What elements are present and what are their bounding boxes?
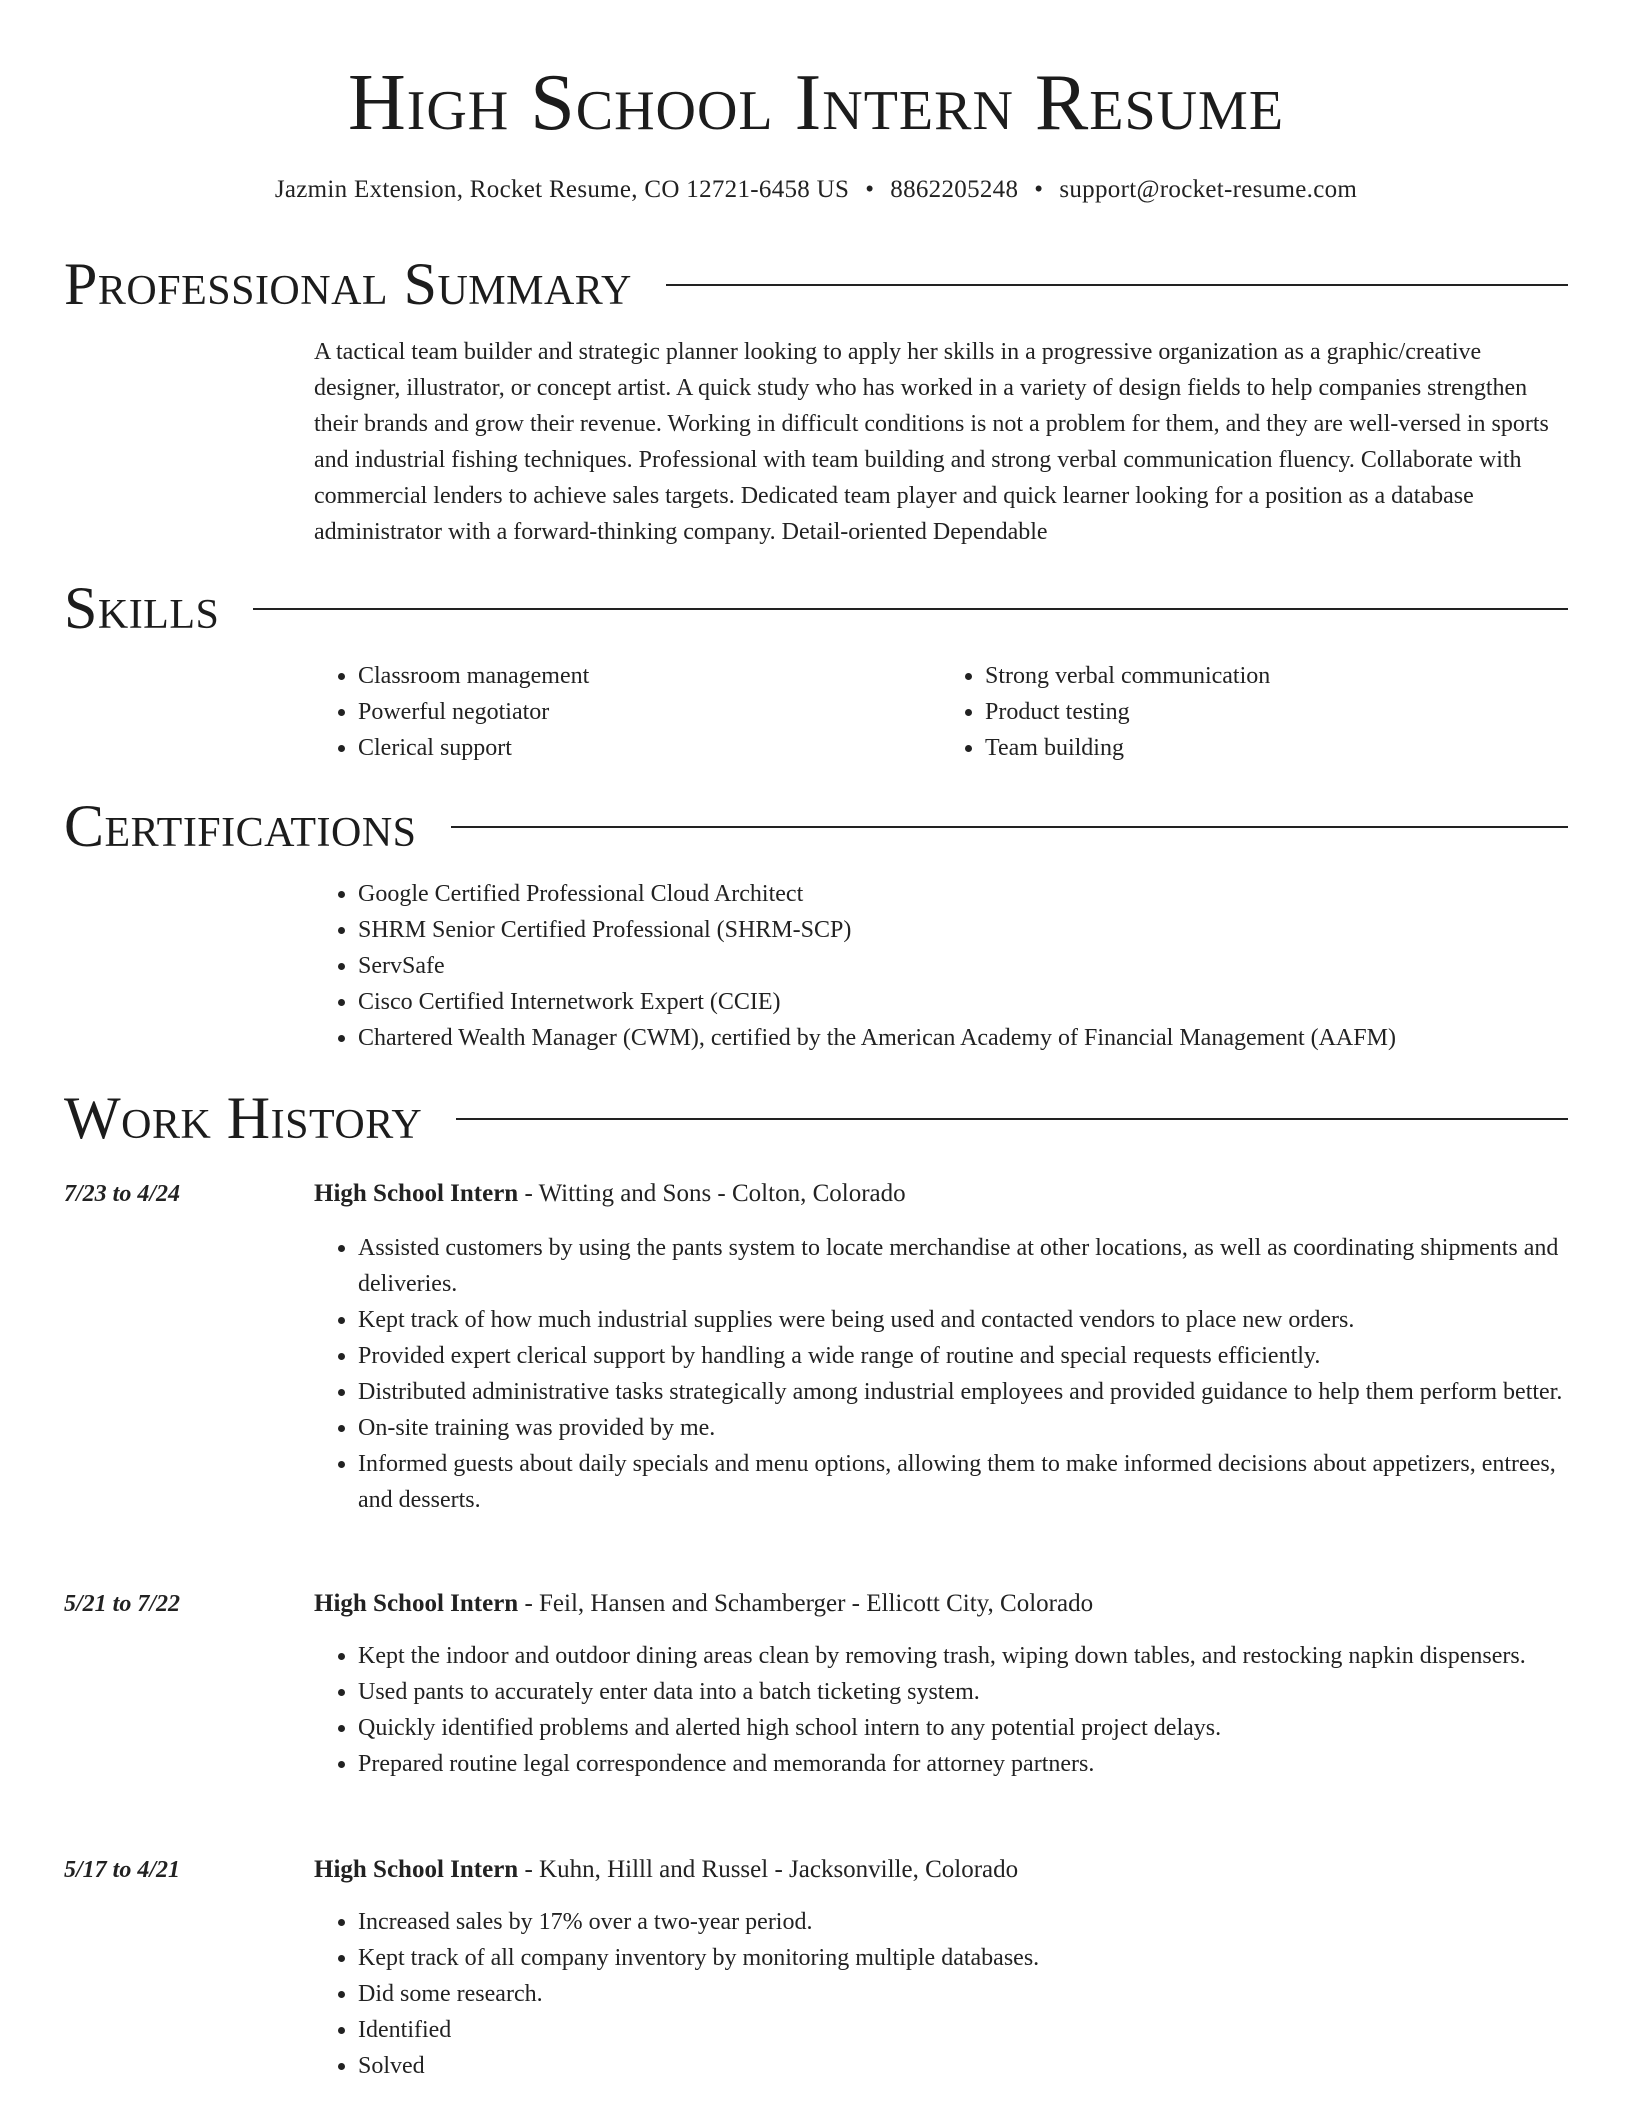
skills-heading: Skills: [64, 575, 220, 641]
job-bullet: • Distributed administrative tasks strategically among industrial employees and provided guidance to help them perform better.: [358, 1374, 1568, 1410]
job-company: - Feil, Hansen and Schamberger - Ellicott City, Colorado: [518, 1590, 1094, 1617]
job-bullet: • Used pants to accurately enter data into a batch ticketing system.: [358, 1674, 1568, 1710]
certifications-section-header: [64, 794, 1568, 858]
certifications-list: [314, 876, 1568, 1056]
section-divider: [253, 608, 1568, 610]
job-bullet: • Solved: [358, 2048, 1568, 2084]
job-dates: 7/23 to 4/24: [64, 1181, 181, 1207]
skill-item: • Classroom management: [358, 658, 941, 694]
contact-separator: •: [1034, 176, 1044, 203]
job-bullet: • Kept track of all company inventory by monitoring multiple databases.: [358, 1940, 1568, 1976]
contact-separator: •: [865, 176, 875, 203]
job-title-line: [314, 1176, 1568, 1212]
contact-phone: 8862205248: [890, 176, 1019, 203]
contact-address: Jazmin Extension, Rocket Resume, CO 12721-6458 US: [274, 176, 850, 203]
skill-item: • Team building: [985, 730, 1568, 766]
certification-item: • SHRM Senior Certified Professional (SHRM-SCP): [358, 912, 1568, 948]
skill-item: • Clerical support: [358, 730, 941, 766]
job-dates: 5/21 to 7/22: [64, 1591, 181, 1617]
certification-item: • Cisco Certified Internetwork Expert (CCIE): [358, 984, 1568, 1020]
summary-heading: Professional Summary: [64, 251, 632, 317]
job-title-line: [314, 1586, 1568, 1622]
section-divider: [456, 1118, 1568, 1120]
certification-item: • ServSafe: [358, 948, 1568, 984]
certifications-heading: Certifications: [64, 793, 417, 859]
skills-column-left: [314, 658, 941, 766]
job-bullet: • Assisted customers by using the pants system to locate merchandise at other locations, as well as coordinating shipments and deliveries.: [358, 1230, 1568, 1302]
section-divider: [666, 284, 1568, 286]
certification-item: • Chartered Wealth Manager (CWM), certified by the American Academy of Financial Management (AAFM): [358, 1020, 1568, 1056]
summary-section-header: [64, 252, 1568, 316]
job-bullet: • Informed guests about daily specials and menu options, allowing them to make informed decisions about appetizers, entrees, and desserts.: [358, 1446, 1568, 1518]
job-bullets: [314, 1904, 1568, 2084]
job-bullet: • Did some research.: [358, 1976, 1568, 2012]
job-bullet: • On-site training was provided by me.: [358, 1410, 1568, 1446]
job-title-line: [314, 1852, 1568, 1888]
job-bullet: • Prepared routine legal correspondence and memoranda for attorney partners.: [358, 1746, 1568, 1782]
job-role: High School Intern: [314, 1590, 519, 1617]
job-bullet: • Identified: [358, 2012, 1568, 2048]
contact-line: [0, 174, 1632, 206]
certification-item: • Google Certified Professional Cloud Architect: [358, 876, 1568, 912]
job-company: - Witting and Sons - Colton, Colorado: [518, 1180, 906, 1207]
job-dates: 5/17 to 4/21: [64, 1857, 181, 1883]
skills-section-header: [64, 576, 1568, 640]
work-history-heading: Work History: [64, 1085, 423, 1151]
skill-item: • Product testing: [985, 694, 1568, 730]
summary-text: A tactical team builder and strategic planner looking to apply her skills in a progressive organization as a graphic/creative designer, illustrator, or concept artist. A quick study who has worked in a variety of design fields to help companies strengthen their brands and grow their revenue. Working in difficult conditions is not a problem for them, and they are well-versed in sports and industrial fishing techniques. Professional with team building and strong verbal communication fluency. Collaborate with commercial lenders to achieve sales targets. Dedicated team player and quick learner looking for a position as a database administrator with a forward-thinking company. Detail-oriented Dependable: [314, 339, 1549, 545]
job-role: High School Intern: [314, 1180, 519, 1207]
work-history-section-header: [64, 1086, 1568, 1150]
job-bullet: • Provided expert clerical support by handling a wide range of routine and special requests efficiently.: [358, 1338, 1568, 1374]
job-bullet: • Quickly identified problems and alerted high school intern to any potential project delays.: [358, 1710, 1568, 1746]
job-bullet: • Kept the indoor and outdoor dining areas clean by removing trash, wiping down tables, and restocking napkin dispensers.: [358, 1638, 1568, 1674]
skill-item: • Strong verbal communication: [985, 658, 1568, 694]
job-bullets: [314, 1230, 1568, 1518]
job-bullet: • Kept track of how much industrial supplies were being used and contacted vendors to place new orders.: [358, 1302, 1568, 1338]
job-bullet: • Increased sales by 17% over a two-year period.: [358, 1904, 1568, 1940]
skill-item: • Powerful negotiator: [358, 694, 941, 730]
contact-email[interactable]: support@rocket-resume.com: [1059, 176, 1358, 203]
skills-column-right: [941, 658, 1568, 766]
job-company: - Kuhn, Hilll and Russel - Jacksonville, Colorado: [518, 1856, 1019, 1883]
resume-title: High School Intern Resume: [347, 59, 1285, 147]
job-role: High School Intern: [314, 1856, 519, 1883]
skills-list: [314, 658, 1568, 766]
section-divider: [451, 826, 1568, 828]
job-bullets: [314, 1638, 1568, 1782]
